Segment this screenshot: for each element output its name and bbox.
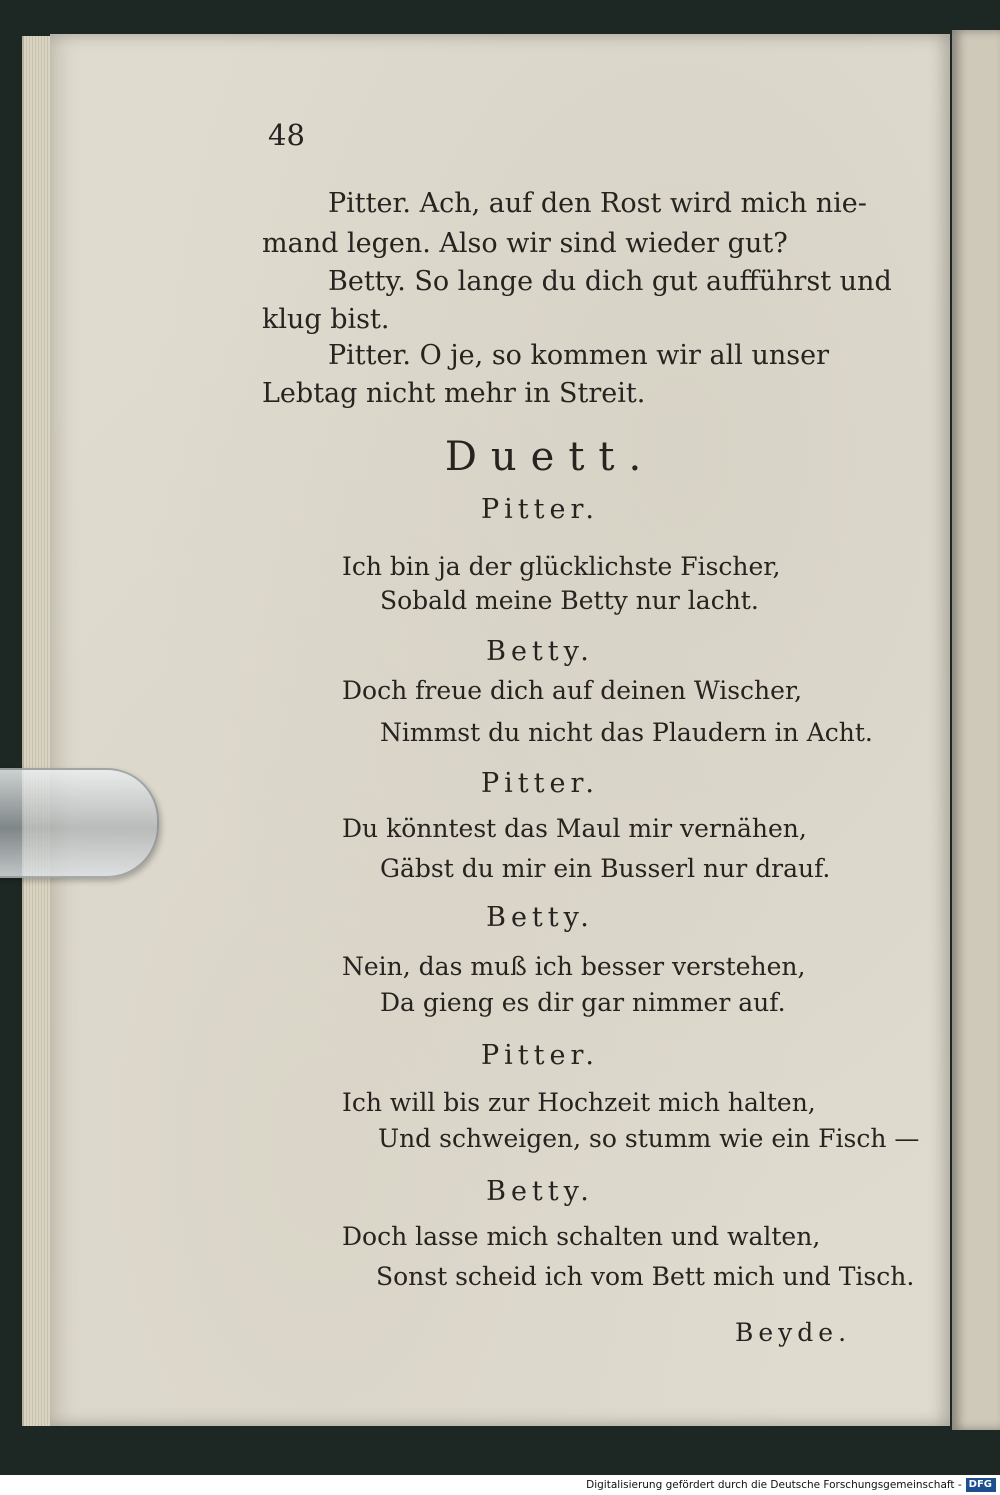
footer-text: Digitalisierung gefördert durch die Deutsche Forschungsgemeinschaft - — [586, 1479, 962, 1491]
catchword: Beyde. — [735, 1318, 852, 1347]
prose-line-2: mand legen. Also wir sind wieder gut? — [262, 228, 788, 259]
page-clip — [0, 768, 159, 878]
verse-line: Ich will bis zur Hochzeit mich halten, — [342, 1088, 816, 1117]
prose-line-3: Betty. So lange du dich gut aufführst und — [328, 266, 892, 297]
verse-line: Doch lasse mich schalten und walten, — [342, 1222, 821, 1251]
prose-line-6: Lebtag nicht mehr in Streit. — [262, 378, 646, 409]
verse-line: Nein, das muß ich besser verstehen, — [342, 952, 806, 981]
verse-line: Und schweigen, so stumm wie ein Fisch — — [378, 1124, 920, 1153]
section-heading: Duett. — [444, 434, 656, 480]
verse-line: Ich bin ja der glücklichste Fischer, — [342, 552, 781, 581]
verse-line: Nimmst du nicht das Plaudern in Acht. — [380, 718, 873, 747]
speaker-label: Betty. — [486, 902, 594, 933]
speaker-label: Betty. — [486, 636, 594, 667]
footer-bar — [0, 1475, 1000, 1495]
prose-line-1: Pitter. Ach, auf den Rost wird mich nie- — [328, 188, 867, 219]
speaker-label: Pitter. — [480, 494, 599, 525]
verse-line: Gäbst du mir ein Busserl nur drauf. — [380, 854, 831, 883]
page-number: 48 — [268, 118, 305, 152]
speaker-label: Pitter. — [480, 768, 599, 799]
dfg-logo: DFG — [966, 1478, 996, 1492]
verse-line: Da gieng es dir gar nimmer auf. — [380, 988, 786, 1017]
verse-line: Sobald meine Betty nur lacht. — [380, 586, 759, 615]
speaker-label: Betty. — [486, 1176, 594, 1207]
verse-line: Sonst scheid ich vom Bett mich und Tisch. — [376, 1262, 915, 1291]
verse-line: Du könntest das Maul mir vernähen, — [342, 814, 807, 843]
speaker-label: Pitter. — [480, 1040, 599, 1071]
prose-line-4: klug bist. — [262, 304, 390, 335]
verse-line: Doch freue dich auf deinen Wischer, — [342, 676, 803, 705]
prose-line-5: Pitter. O je, so kommen wir all unser — [328, 340, 829, 371]
